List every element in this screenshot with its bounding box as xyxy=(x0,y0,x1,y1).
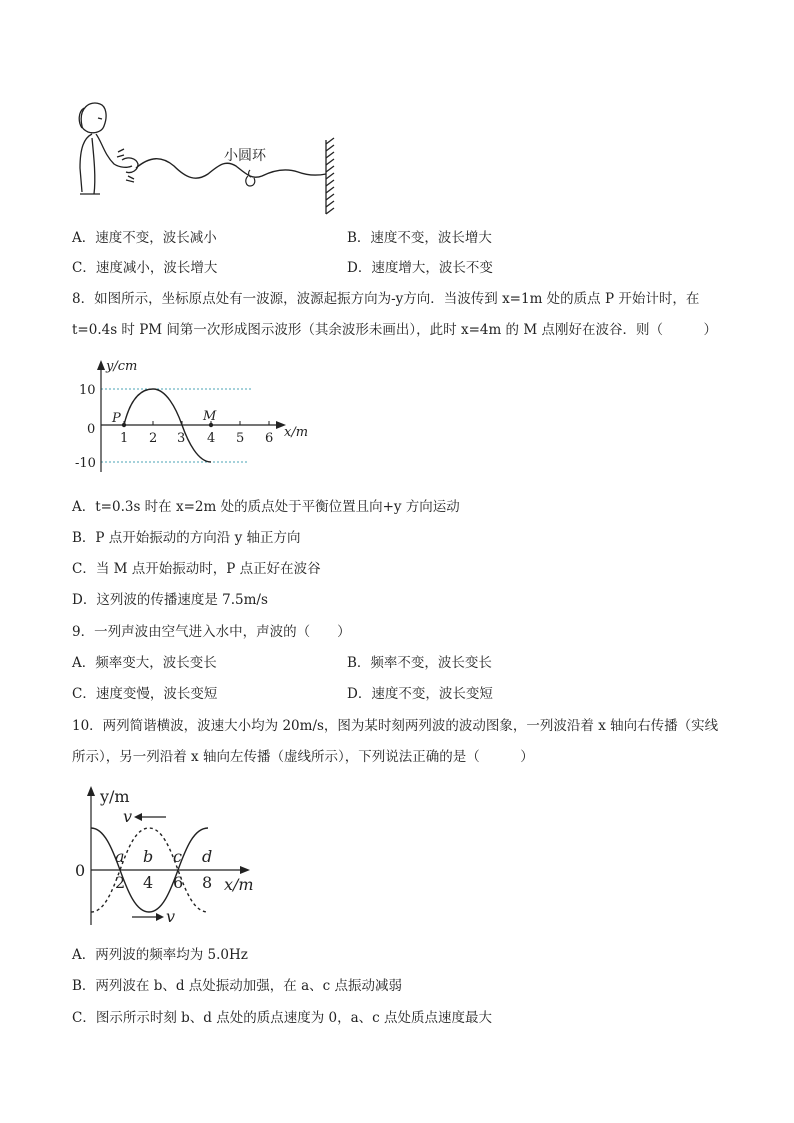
small-ring-label: 小圆环 xyxy=(224,148,266,164)
q8-stem-line2: t=0.4s 时 PM 间第一次形成图示波形（其余波形未画出），此时 x=4m 的 M 点刚好在波谷．则（ ） xyxy=(72,322,717,338)
q10-x-tick-8: 8 xyxy=(202,873,213,892)
q10-x-tick-6: 6 xyxy=(173,873,184,892)
q10-x-axis-label: x/m xyxy=(224,875,254,894)
q8-option-c[interactable]: C．当 M 点开始振动时，P 点正好在波谷 xyxy=(72,561,321,577)
q7-option-a[interactable]: A．速度不变，波长减小 xyxy=(72,230,217,246)
q10-option-c[interactable]: C．图示所示时刻 b、d 点处的质点速度为 0，a、c 点处质点速度最大 xyxy=(72,1010,492,1026)
point-p-dot xyxy=(122,423,126,427)
q10-option-a[interactable]: A．两列波的频率均为 5.0Hz xyxy=(72,947,248,963)
q8-stem-line1: 8．如图所示，坐标原点处有一波源，波源起振方向为-y方向．当波传到 x=1m 处的质点 P 开始计时，在 xyxy=(72,291,700,307)
q8-y-axis-label: y/cm xyxy=(106,359,138,374)
q7-option-b[interactable]: B．速度不变，波长增大 xyxy=(347,230,492,246)
point-m-label: M xyxy=(203,409,217,424)
q10-x-tick-2: 2 xyxy=(115,873,126,892)
right-arrow-icon xyxy=(156,913,164,921)
small-ring-icon xyxy=(246,170,255,186)
q10-stem-line1: 10．两列简谐横波，波速大小均为 20m/s，图为某时刻两列波的波动图象，一列波沿着 x 轴向右传播（实线 xyxy=(72,718,719,734)
q8-y-tick-0: 0 xyxy=(87,422,96,437)
bottom-velocity-label: v xyxy=(166,907,176,926)
q10-origin-label: 0 xyxy=(75,861,86,880)
q8-option-d[interactable]: D．这列波的传播速度是 7.5m/s xyxy=(72,592,268,608)
q9-stem: 9．一列声波由空气进入水中，声波的（ ） xyxy=(72,624,351,640)
q8-x-tick-5: 5 xyxy=(236,431,245,446)
q8-x-tick-4: 4 xyxy=(207,431,216,446)
q8-x-tick-1: 1 xyxy=(120,431,129,446)
q10-x-tick-4: 4 xyxy=(143,873,154,892)
rope-wave-figure xyxy=(70,98,340,218)
q8-option-b[interactable]: B．P 点开始振动的方向沿 y 轴正方向 xyxy=(72,530,301,546)
point-p-label: P xyxy=(112,411,121,426)
point-b-label: b xyxy=(143,847,154,866)
person-illustration xyxy=(79,103,138,194)
point-d-label: d xyxy=(202,847,213,866)
top-velocity-label: v xyxy=(123,807,133,826)
q8-x-tick-3: 3 xyxy=(177,431,186,446)
q9-option-d[interactable]: D．速度不变，波长变短 xyxy=(347,686,493,702)
point-a-label: a xyxy=(115,847,125,866)
q7-option-d[interactable]: D．速度增大，波长不变 xyxy=(347,260,493,276)
wall xyxy=(326,138,334,214)
point-c-label: c xyxy=(173,847,182,866)
q8-y-tick-10: 10 xyxy=(79,383,96,398)
q9-option-c[interactable]: C．速度变慢，波长变短 xyxy=(72,686,218,702)
q10-stem-line2: 所示），另一列沿着 x 轴向左传播（虚线所示），下列说法正确的是（ ） xyxy=(72,749,534,765)
q9-option-a[interactable]: A．频率变大，波长变长 xyxy=(72,655,217,671)
left-arrow-icon xyxy=(134,813,142,821)
q10-wave-graph xyxy=(70,780,270,930)
q8-x-tick-6: 6 xyxy=(265,431,274,446)
q10-y-axis-label: y/m xyxy=(100,787,130,806)
q10-option-b[interactable]: B．两列波在 b、d 点处振动加强，在 a、c 点振动减弱 xyxy=(72,978,402,994)
q8-x-tick-2: 2 xyxy=(149,431,158,446)
q8-x-axis-label: x/m xyxy=(284,425,309,440)
q7-option-c[interactable]: C．速度减小，波长增大 xyxy=(72,260,218,276)
q8-option-a[interactable]: A．t=0.3s 时在 x=2m 处的质点处于平衡位置且向+y 方向运动 xyxy=(72,499,460,515)
q8-y-tick-neg10: -10 xyxy=(75,456,96,471)
q8-wave-graph xyxy=(70,350,320,475)
q9-option-b[interactable]: B．频率不变，波长变长 xyxy=(347,655,492,671)
